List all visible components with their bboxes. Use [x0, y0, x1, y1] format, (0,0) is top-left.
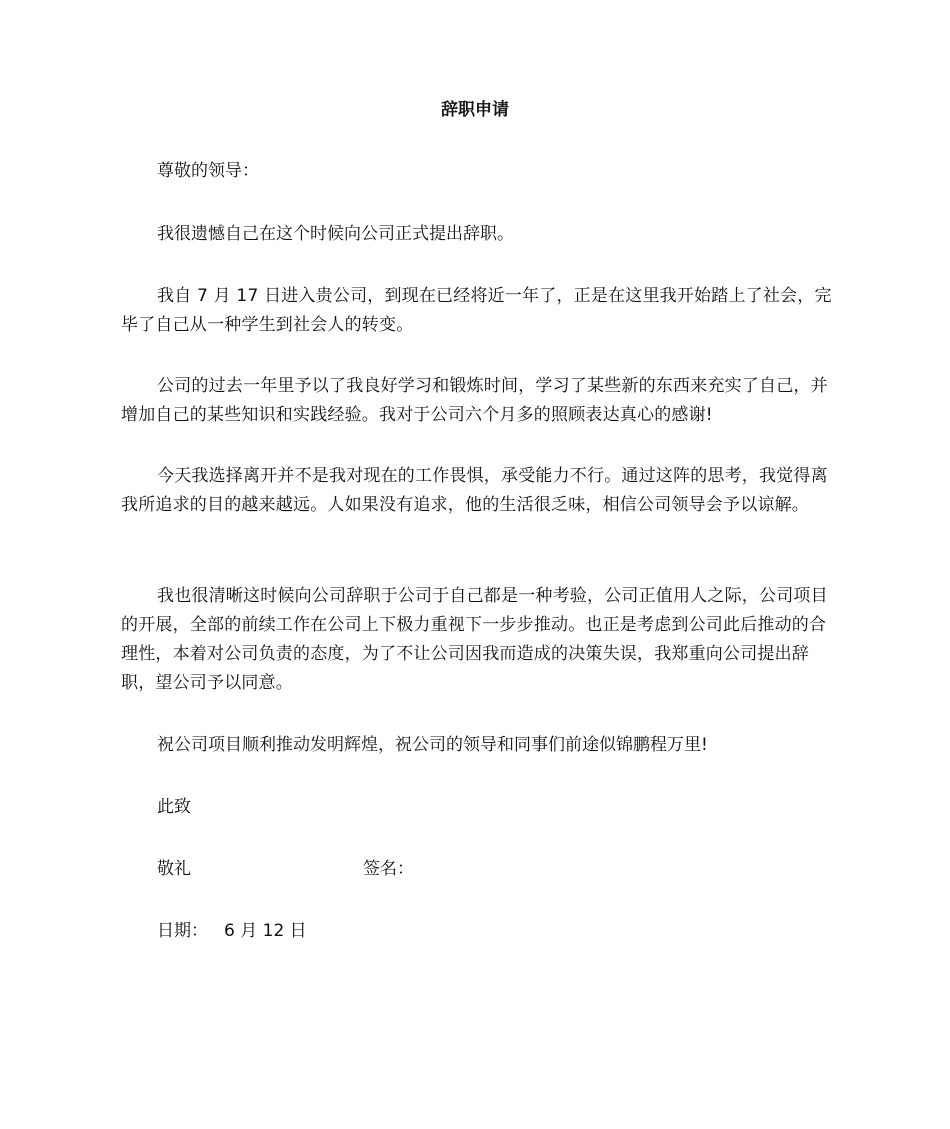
document-title: 辞职申请	[441, 100, 509, 120]
paragraph-6: 祝公司项目顺利推动发明辉煌，祝公司的领导和同事们前途似锦鹏程万里!	[157, 735, 708, 755]
closing-signature-row	[157, 855, 414, 884]
paragraph-3: 公司的过去一年里予以了我良好学习和锻炼时间，学习了某些新的东西来充实了自己，并增加自己的某些知识和实践经验。我对于公司六个月多的照顾表达真心的感谢!	[121, 376, 828, 425]
closing-line-1: 此致	[157, 797, 191, 817]
date-row	[157, 917, 307, 946]
paragraph-5: 我也很清晰这时候向公司辞职于公司于自己都是一种考验，公司正值用人之际，公司项目的开展，全部的前续工作在公司上下极力重视下一步步推动。也正是考虑到公司此后推动的合理性，本着对公司负责的态度，为了不让公司因我而造成的决策失误，我郑重向公司提出辞职，望公司予以同意。	[121, 586, 828, 693]
date-value: 6 月 12 日	[224, 921, 307, 941]
salutation: 尊敬的领导：	[157, 161, 259, 181]
closing-line-2: 敬礼	[157, 859, 191, 879]
paragraph-1: 我很遗憾自己在这个时候向公司正式提出辞职。	[157, 224, 514, 244]
signature-label: 签名：	[363, 859, 414, 879]
date-label: 日期：	[157, 921, 208, 941]
paragraph-4: 今天我选择离开并不是我对现在的工作畏惧，承受能力不行。通过这阵的思考，我觉得离我所追求的目的越来越远。人如果没有追求，他的生活很乏味，相信公司领导会予以谅解。	[121, 466, 828, 515]
paragraph-2: 我自 7 月 17 日进入贵公司，到现在已经将近一年了，正是在这里我开始踏上了社会，完毕了自己从一种学生到社会人的转变。	[121, 286, 832, 335]
